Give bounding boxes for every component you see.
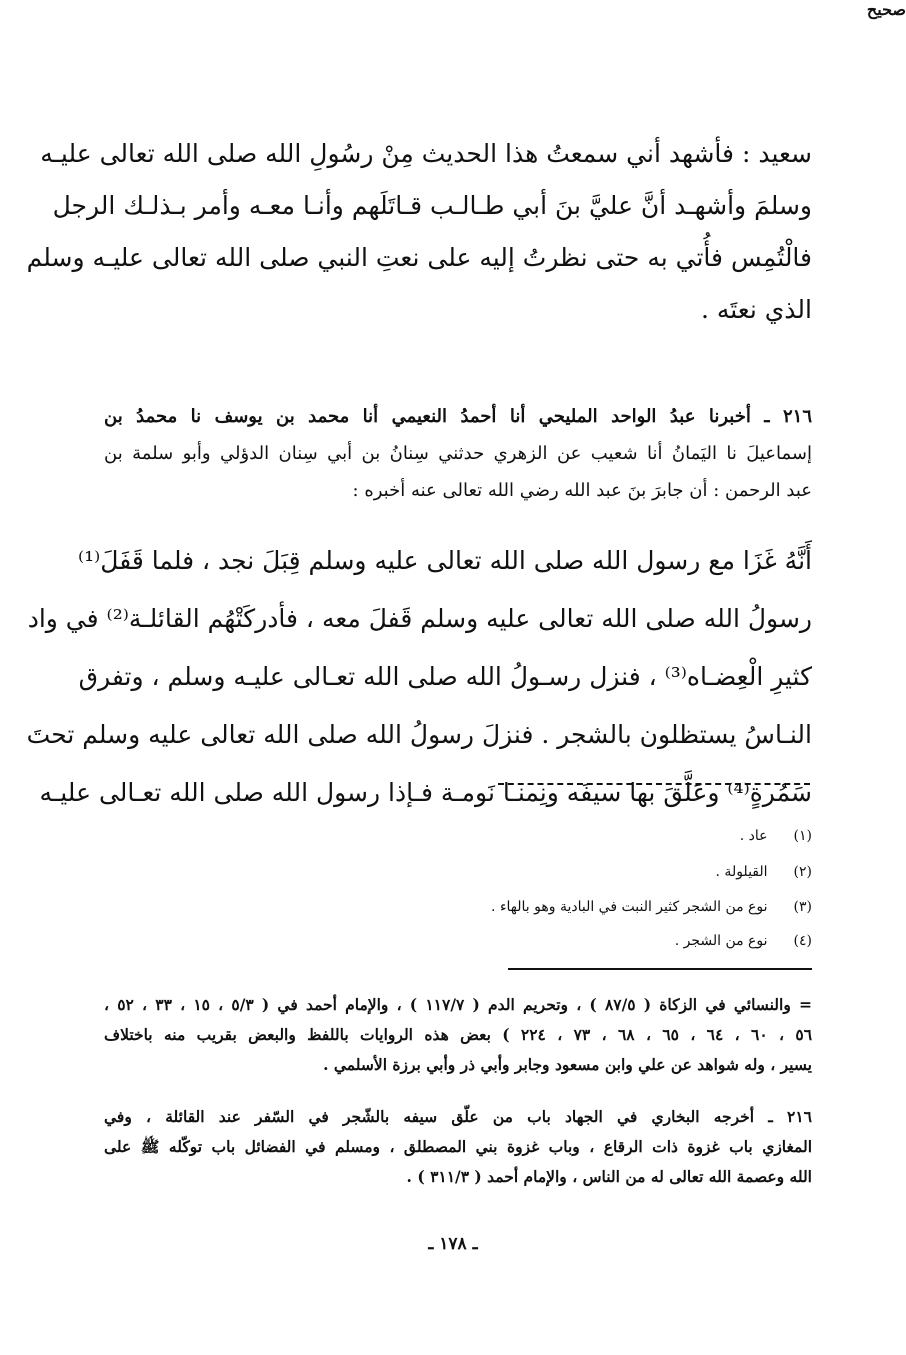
- footnote-number: (٣): [793, 899, 812, 915]
- commentary-line: يسير ، وله شواهد عن علي وابن مسعود وجابر وأبي ذر وأبي برزة الأسلمي .: [323, 1055, 812, 1074]
- isnad-line: ٢١٦ ـ أخبرنا عبدُ الواحد المليحي أنا أحمدُ النعيمي أنا محمد بن يوسف نا محمدُ بن: [104, 406, 812, 427]
- matn-line: أَنَّهُ غَزَا مع رسول الله صلى الله تعالى عليه وسلم قِبَلَ نجد ، فلما قَفَلَ⁽¹⁾: [77, 546, 812, 575]
- commentary-rule: [508, 968, 812, 970]
- matn-line: كثيرِ الْعِضـاه⁽³⁾ ، فنزل رسـولُ الله صلى الله تعـالى عليـه وسلم ، وتفرق: [78, 662, 812, 691]
- isnad-line: إسماعيلَ نا اليَمانُ أنا شعيب عن الزهري حدثني سِنانُ بن أبي سِنان الدؤلي وأبو سلمة بن: [104, 443, 812, 464]
- footnote-text: نوع من الشجر كثير النبت في البادية وهو بالهاء .: [491, 899, 768, 915]
- footnote: [675, 931, 812, 951]
- hadith-isnad: [104, 398, 812, 509]
- main-text: [26, 128, 812, 336]
- hadith-grade: صحيح: [866, 0, 906, 19]
- main-text-line: وسلمَ وأشهـد أنَّ عليَّ بنَ أبي طـالـب قـاتَلَهم وأنـا معـه وأمر بـذلـك الرجل: [52, 191, 812, 220]
- footnote-text: القيلولة .: [715, 864, 768, 880]
- footnote-text: عاد .: [739, 828, 768, 844]
- matn-line: النـاسُ يستظلون بالشجر . فنزلَ رسولُ الله صلى الله تعالى عليه وسلم تحتَ: [26, 720, 812, 749]
- commentary-line: = والنسائي في الزكاة ( ٨٧/٥ ) ، وتحريم الدم ( ١١٧/٧ ) ، والإمام أحمد في ( ٥/٣ ، ١٥ ، ٣٣ ، ٥٢ ،: [104, 995, 813, 1014]
- page-number: ـ ١٧٨ ـ: [428, 1234, 478, 1254]
- footnote: [491, 897, 812, 917]
- commentary-line: الله وعصمة الله تعالى له من الناس ، والإمام أحمد ( ٣١١/٣ ) .: [406, 1167, 812, 1186]
- matn-line: رسولُ الله صلى الله تعالى عليه وسلم قَفلَ معه ، فأدركَتْهُم القائلـة⁽²⁾ في واد: [27, 604, 812, 633]
- footnote-number: (٤): [793, 933, 812, 949]
- footnote-text: نوع من الشجر .: [674, 933, 768, 949]
- footnote: [740, 826, 812, 846]
- isnad-line: عبد الرحمن : أن جابرَ بنَ عبد الله رضي الله تعالى عنه أخبره :: [352, 480, 812, 501]
- main-text-line: سعيد : فأشهد أني سمعتُ هذا الحديث مِنْ رسُولِ الله صلى الله تعالى عليـه: [40, 139, 812, 168]
- commentary-line: المغازي باب غزوة ذات الرقاع ، وباب غزوة بني المصطلق ، ومسلم في الفضائل باب توكّله ﷺ على: [104, 1137, 812, 1156]
- commentary-line: ٢١٦ ـ أخرجه البخاري في الجهاد باب من علّق سيفه بالشّجر في السّفر عند القائلة ، وفي: [104, 1107, 812, 1126]
- main-text-line: الذي نعتَه .: [700, 295, 812, 324]
- footnote-separator: [498, 783, 810, 785]
- footnote: [716, 862, 812, 882]
- hadith-matn: [26, 532, 812, 822]
- footnote-number: (٢): [793, 864, 812, 880]
- commentary-line: ٥٦ ، ٦٠ ، ٦٤ ، ٦٥ ، ٦٨ ، ٧٣ ، ٢٢٤ ) بعض هذه الروايات باللفظ والبعض بقريب منه باختلاف: [104, 1025, 813, 1044]
- footnote-number: (١): [793, 828, 812, 844]
- main-text-line: فالْتُمِس فأُتي به حتى نظرتُ إليه على نعتِ النبي صلى الله تعالى عليـه وسلم: [26, 243, 812, 272]
- commentary-paragraph: [104, 1102, 812, 1192]
- commentary-paragraph: [104, 990, 812, 1080]
- matn-line: سَمُرةٍ⁽⁴⁾ وعَلَّقَ بها سيفَه ونِمنـا نَومـة فـإذا رسول الله صلى الله تعـالى عليـه: [39, 778, 812, 807]
